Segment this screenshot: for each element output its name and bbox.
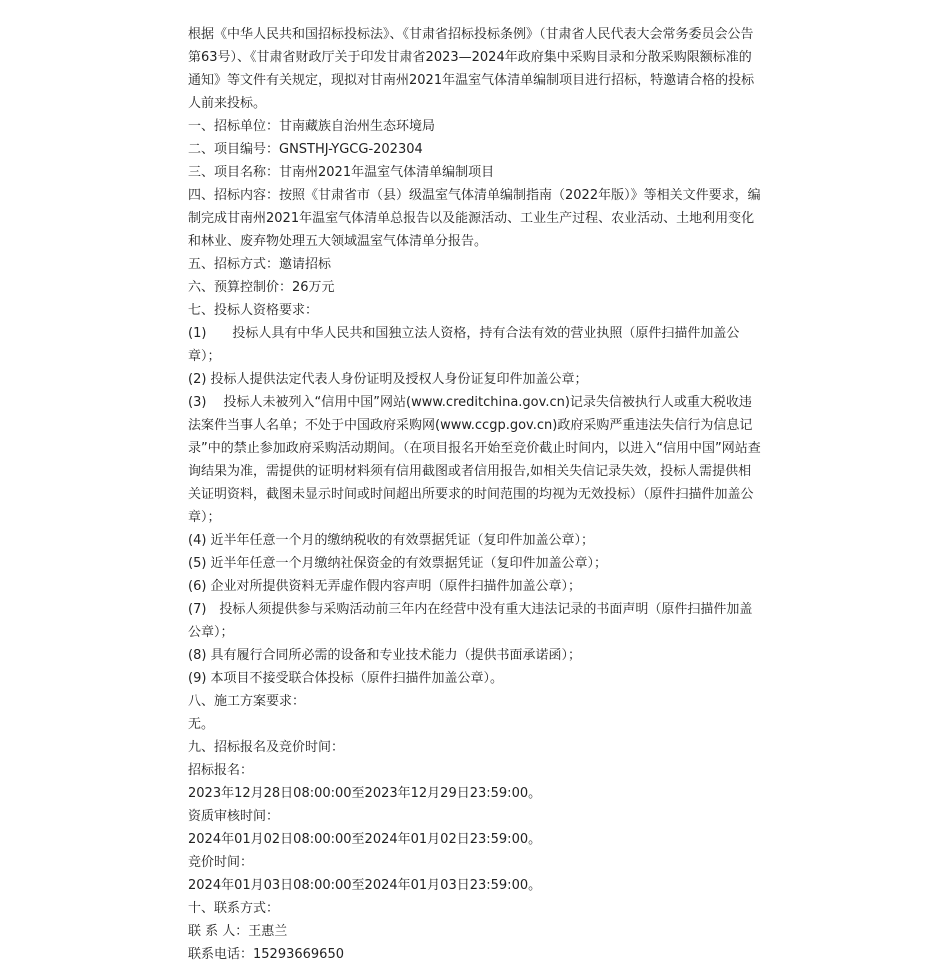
bidding-time: 2024年01月03日08:00:00至2024年01月03日23:59:00。 [188, 878, 542, 893]
qualification-item-1: (1) 投标人具有中华人民共和国独立法人资格，持有合法有效的营业执照（原件扫描件加盖公章）； [188, 326, 740, 364]
construction-plan-value: 无。 [188, 717, 215, 732]
bidding-label: 竞价时间： [188, 855, 254, 870]
qualification-item-3: (3) 投标人未被列入“信用中国”网站(www.creditchina.gov.cn)记录失信被执行人或重大税收违法案件当事人名单；不处于中国政府采购网(www.ccgp.gov.cn)政府采购严重违法失信行为信息记录”中的禁止参加政府采购活动期间。（在项目报名开始至竞价截止时间内，以进入“信用中国”网站查询结果为准，需提供的证明材料须有信用截图或者信用报告,如相关失信记录失效，投标人需提供相关证明资料，截图未显示时间或时间超出所要求的时间范围的均视为无效投标）（原件扫描件加盖公章）； [188, 395, 761, 525]
section-schedule-heading: 九、招标报名及竞价时间： [188, 740, 345, 755]
section-qualifications-heading: 七、投标人资格要求： [188, 303, 319, 318]
qualification-item-6: (6) 企业对所提供资料无弄虚作假内容声明（原件扫描件加盖公章）； [188, 579, 582, 594]
section-tender-content: 四、招标内容：按照《甘肃省市（县）级温室气体清单编制指南（2022年版）》等相关文件要求，编制完成甘南州2021年温室气体清单总报告以及能源活动、工业生产过程、农业活动、土地利用变化和林业、废弃物处理五大领域温室气体清单分报告。 [188, 188, 761, 249]
intro-paragraph: 根据《中华人民共和国招标投标法》、《甘肃省招标投标条例》（甘肃省人民代表大会常务委员会公告第63号）、《甘肃省财政厅关于印发甘肃省2023—2024年政府集中采购目录和分散采购限额标准的通知》等文件有关规定，现拟对甘南州2021年温室气体清单编制项目进行招标，特邀请合格的投标人前来投标。 [188, 27, 755, 111]
section-budget: 六、预算控制价：26万元 [188, 280, 335, 295]
section-project-number: 二、项目编号：GNSTHJ-YGCG-202304 [188, 142, 423, 157]
qualification-item-5: (5) 近半年任意一个月缴纳社保资金的有效票据凭证（复印件加盖公章）； [188, 556, 608, 571]
contact-phone: 联系电话：15293669650 [188, 947, 344, 962]
qualification-review-label: 资质审核时间： [188, 809, 280, 824]
qualification-item-8: (8) 具有履行合同所必需的设备和专业技术能力（提供书面承诺函）； [188, 648, 582, 663]
announcement-body [188, 23, 763, 966]
section-tender-unit: 一、招标单位：甘南藏族自治州生态环境局 [188, 119, 436, 134]
section-construction-plan: 八、施工方案要求： [188, 694, 306, 709]
qualification-item-7: (7) 投标人须提供参与采购活动前三年内在经营中没有重大违法记录的书面声明（原件扫描件加盖公章）； [188, 602, 753, 640]
qualification-item-2: (2) 投标人提供法定代表人身份证明及授权人身份证复印件加盖公章； [188, 372, 588, 387]
section-contact-heading: 十、联系方式： [188, 901, 280, 916]
section-project-name: 三、项目名称：甘南州2021年温室气体清单编制项目 [188, 165, 495, 180]
qualification-item-4: (4) 近半年任意一个月的缴纳税收的有效票据凭证（复印件加盖公章）； [188, 533, 595, 548]
section-tender-method: 五、招标方式：邀请招标 [188, 257, 332, 272]
qualification-item-9: (9) 本项目不接受联合体投标（原件扫描件加盖公章）。 [188, 671, 504, 686]
registration-label: 招标报名： [188, 763, 254, 778]
registration-time: 2023年12月28日08:00:00至2023年12月29日23:59:00。 [188, 786, 542, 801]
contact-person: 联 系 人：王惠兰 [188, 924, 288, 939]
qualification-review-time: 2024年01月02日08:00:00至2024年01月02日23:59:00。 [188, 832, 542, 847]
